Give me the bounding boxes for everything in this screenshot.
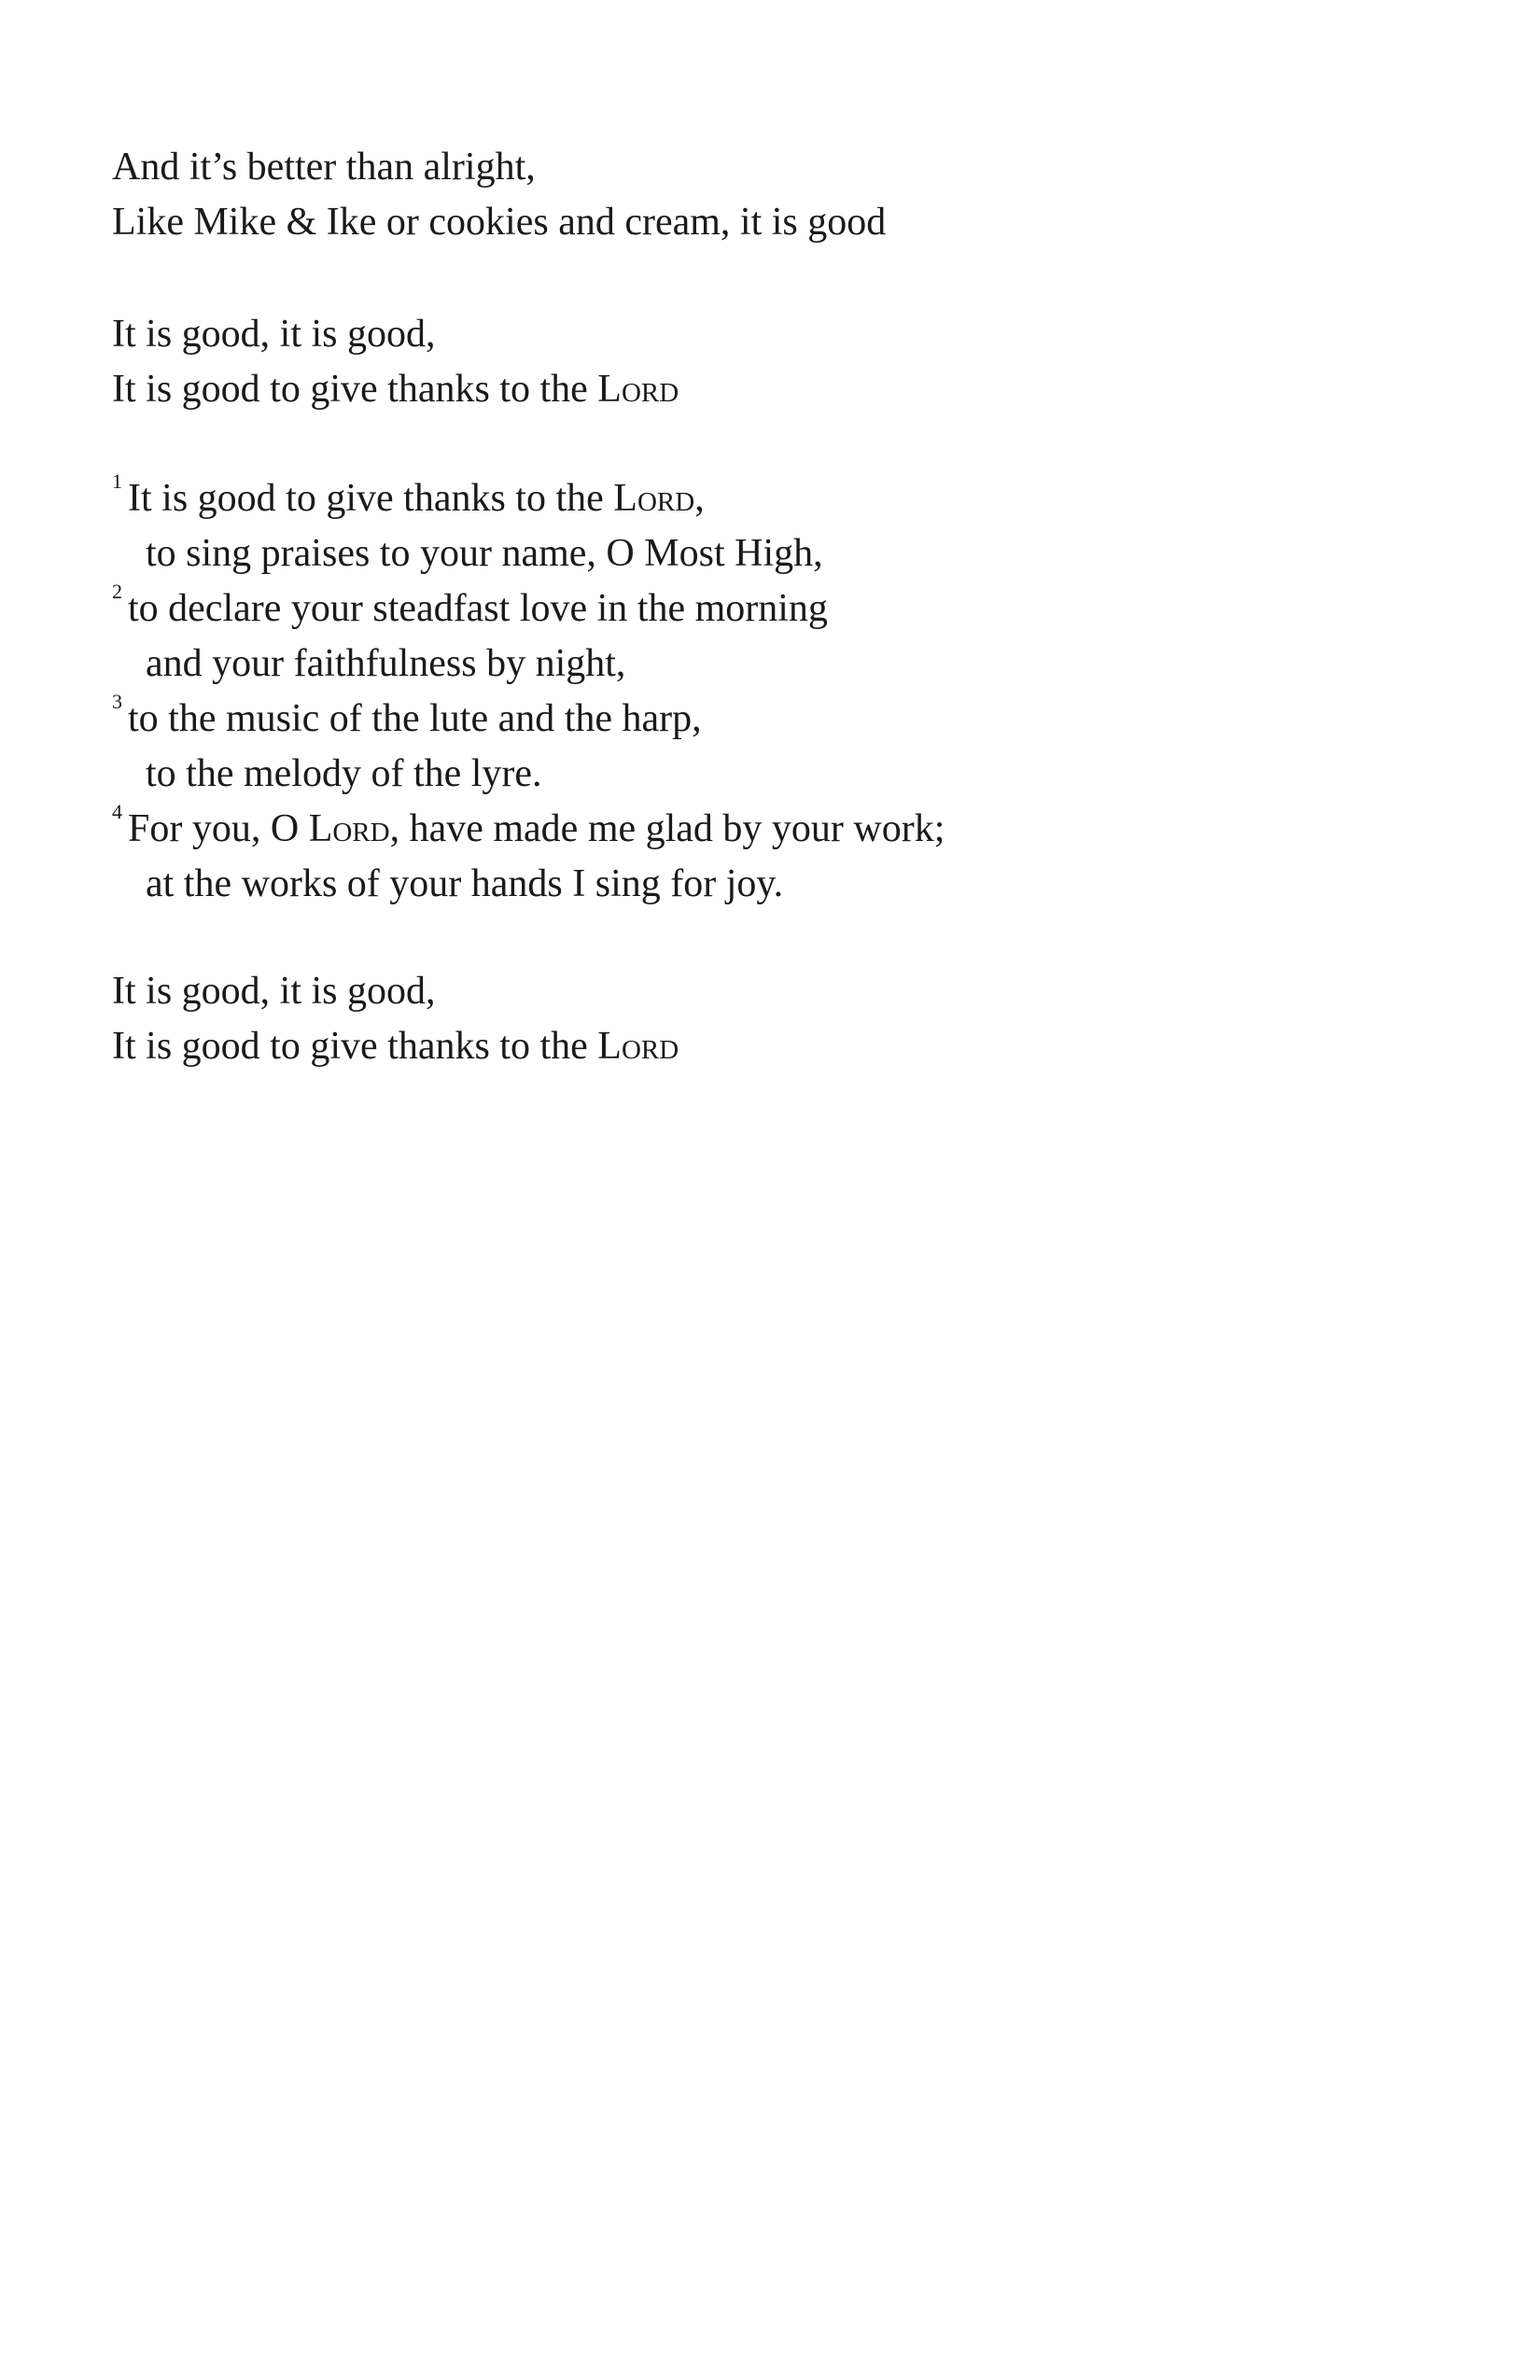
verse-text: For you, O [128, 807, 309, 850]
refrain-line-2-text: It is good to give thanks to the [112, 1025, 598, 1068]
refrain-line-2 [112, 1019, 679, 1074]
verse-3-line-2: to the melody of the lyre. [146, 752, 542, 795]
refrain-line-1: It is good, it is good, [112, 313, 436, 356]
verse-number: 4 [112, 800, 122, 823]
verse-text: to declare your steadfast love in the morning [128, 587, 828, 630]
intro-line-1: And it’s better than alright, [112, 146, 536, 189]
verse-number: 1 [112, 469, 122, 493]
intro-line-2: Like Mike & Ike or cookies and cream, it is good [112, 201, 887, 244]
verse-text: , [694, 477, 705, 520]
verse-text: to the music of the lute and the harp, [128, 697, 702, 740]
verse-text: It is good to give thanks to the [128, 477, 614, 520]
lord-small-caps: Lord [597, 1025, 679, 1068]
lord-small-caps: Lord [597, 368, 679, 411]
verse-text: , have made me glad by your work; [389, 807, 945, 850]
verse-1-line-1 [112, 471, 945, 526]
lord-small-caps: Lord [613, 477, 695, 520]
lord-small-caps: Lord [308, 807, 390, 850]
verse-2-line-1 [112, 581, 945, 637]
psalm-passage [112, 471, 945, 912]
verse-3-line-1 [112, 692, 945, 747]
refrain-stanza-repeat [112, 964, 679, 1074]
intro-stanza [112, 140, 886, 250]
refrain-stanza [112, 307, 679, 417]
refrain-line-2 [112, 362, 679, 417]
refrain-line-2-text: It is good to give thanks to the [112, 368, 598, 411]
refrain-line-1: It is good, it is good, [112, 970, 436, 1013]
verse-1-line-2: to sing praises to your name, O Most High, [146, 532, 823, 575]
verse-4-line-2: at the works of your hands I sing for joy. [146, 862, 784, 905]
verse-number: 2 [112, 580, 122, 603]
verse-2-line-2: and your faithfulness by night, [146, 642, 626, 685]
verse-4-line-1 [112, 802, 945, 857]
verse-number: 3 [112, 690, 122, 713]
